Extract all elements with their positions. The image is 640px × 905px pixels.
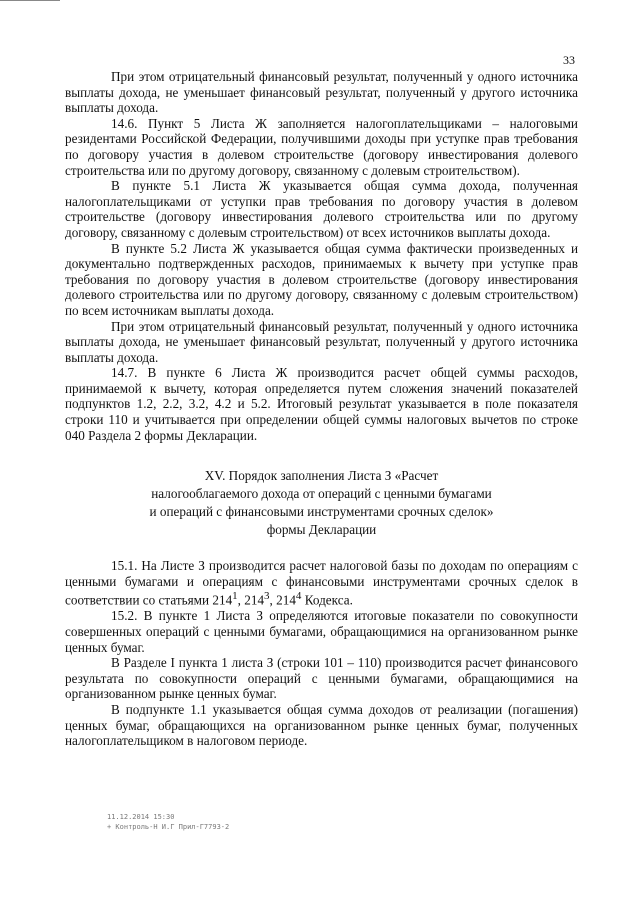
paragraph: В пункте 5.1 Листа Ж указывается общая сумма дохода, полученная налогоплательщиками от уступки прав требования по договору участия в долевом строительстве (договору инвестирования долевого строительства или по другому договору, связанному с долевым строительством) от всех источников выплаты дохода. — [65, 178, 578, 240]
paragraph: В подпункте 1.1 указывается общая сумма доходов от реализации (погашения) ценных бумаг, обращающихся на организованном рынке ценных бумаг, полученных налогоплательщиком в налоговом периоде. — [65, 701, 578, 749]
paragraph: В Разделе I пункта 1 листа З (строки 101 – 110) производится расчет финансового результата по совокупности операций с ценными бумагами, обращающимися на организованном рынке ценных бумаг. — [65, 655, 578, 702]
superscript: 3 — [264, 590, 270, 603]
paragraph-tail: Кодекса. — [301, 592, 353, 608]
footer-reference: + Контроль-Н И.Г Прил-Г7793-2 — [107, 823, 230, 831]
paragraph-text: 15.1. На Листе З производится расчет налоговой базы по доходам по операциям с ценными бумагами и операциям с финансовыми инструментами срочных сделок в соответствии со статьями 214 — [65, 558, 578, 608]
footer-stamp — [107, 812, 229, 832]
heading-line: и операций с финансовыми инструментами срочных сделок» — [149, 504, 494, 520]
heading-line: налогооблагаемого дохода от операций с ценными бумагами — [151, 486, 492, 502]
paragraph-15-1 — [65, 558, 578, 608]
page-number: 33 — [563, 53, 575, 67]
footer-timestamp: 11.12.2014 15:30 — [107, 813, 175, 821]
section-heading — [65, 467, 578, 539]
separator: , 214 — [237, 592, 265, 608]
paragraph-14-7: 14.7. В пункте 6 Листа Ж производится расчет общей суммы расходов, принимаемой к вычету, которая определяется путем сложения значений показателей подпунктов 1.2, 2.2, 3.2, 4.2 и 5.2. Итоговый результат указывается в поле показателя строки 110 и учитывается при определении общей суммы налоговых вычетов по строке 040 Раздела 2 формы Декларации. — [65, 365, 578, 443]
paragraph-14-6: 14.6. Пункт 5 Листа Ж заполняется налогоплательщиками – налоговыми резидентами Российской Федерации, получившими доходы при уступке прав требования по договору участия в долевом строительстве (договору инвестирования долевого строительства или по другому договору, связанному с долевым строительством). — [65, 115, 578, 178]
paragraph: При этом отрицательный финансовый результат, полученный у одного источника выплаты дохода, не уменьшает финансовый результат, полученный у другого источника выплаты дохода. — [65, 69, 578, 116]
scan-corner-mark — [0, 0, 60, 1]
paragraph: При этом отрицательный финансовый результат, полученный у одного источника выплаты дохода, не уменьшает финансовый результат, полученный у другого источника выплаты дохода. — [65, 318, 578, 365]
paragraph: В пункте 5.2 Листа Ж указывается общая сумма фактически произведенных и документально подтвержденных расходов, принимаемых к вычету при уступке прав требования по договору участия в долевом строительстве (договору инвестирования долевого строительства или по другому договору, связанному с долевым строительством) по всем источникам выплаты дохода. — [65, 240, 578, 318]
separator: , 214 — [269, 592, 296, 608]
document-body — [65, 69, 578, 749]
heading-line: XV. Порядок заполнения Листа З «Расчет — [204, 468, 439, 484]
superscript: 4 — [295, 590, 302, 603]
heading-line: формы Декларации — [266, 522, 377, 538]
paragraph-15-2: 15.2. В пункте 1 Листа З определяются итоговые показатели по совокупности совершенных операций с ценными бумагами, обращающимися на организованном рынке ценных бумаг. — [65, 608, 578, 655]
superscript: 1 — [232, 590, 238, 603]
